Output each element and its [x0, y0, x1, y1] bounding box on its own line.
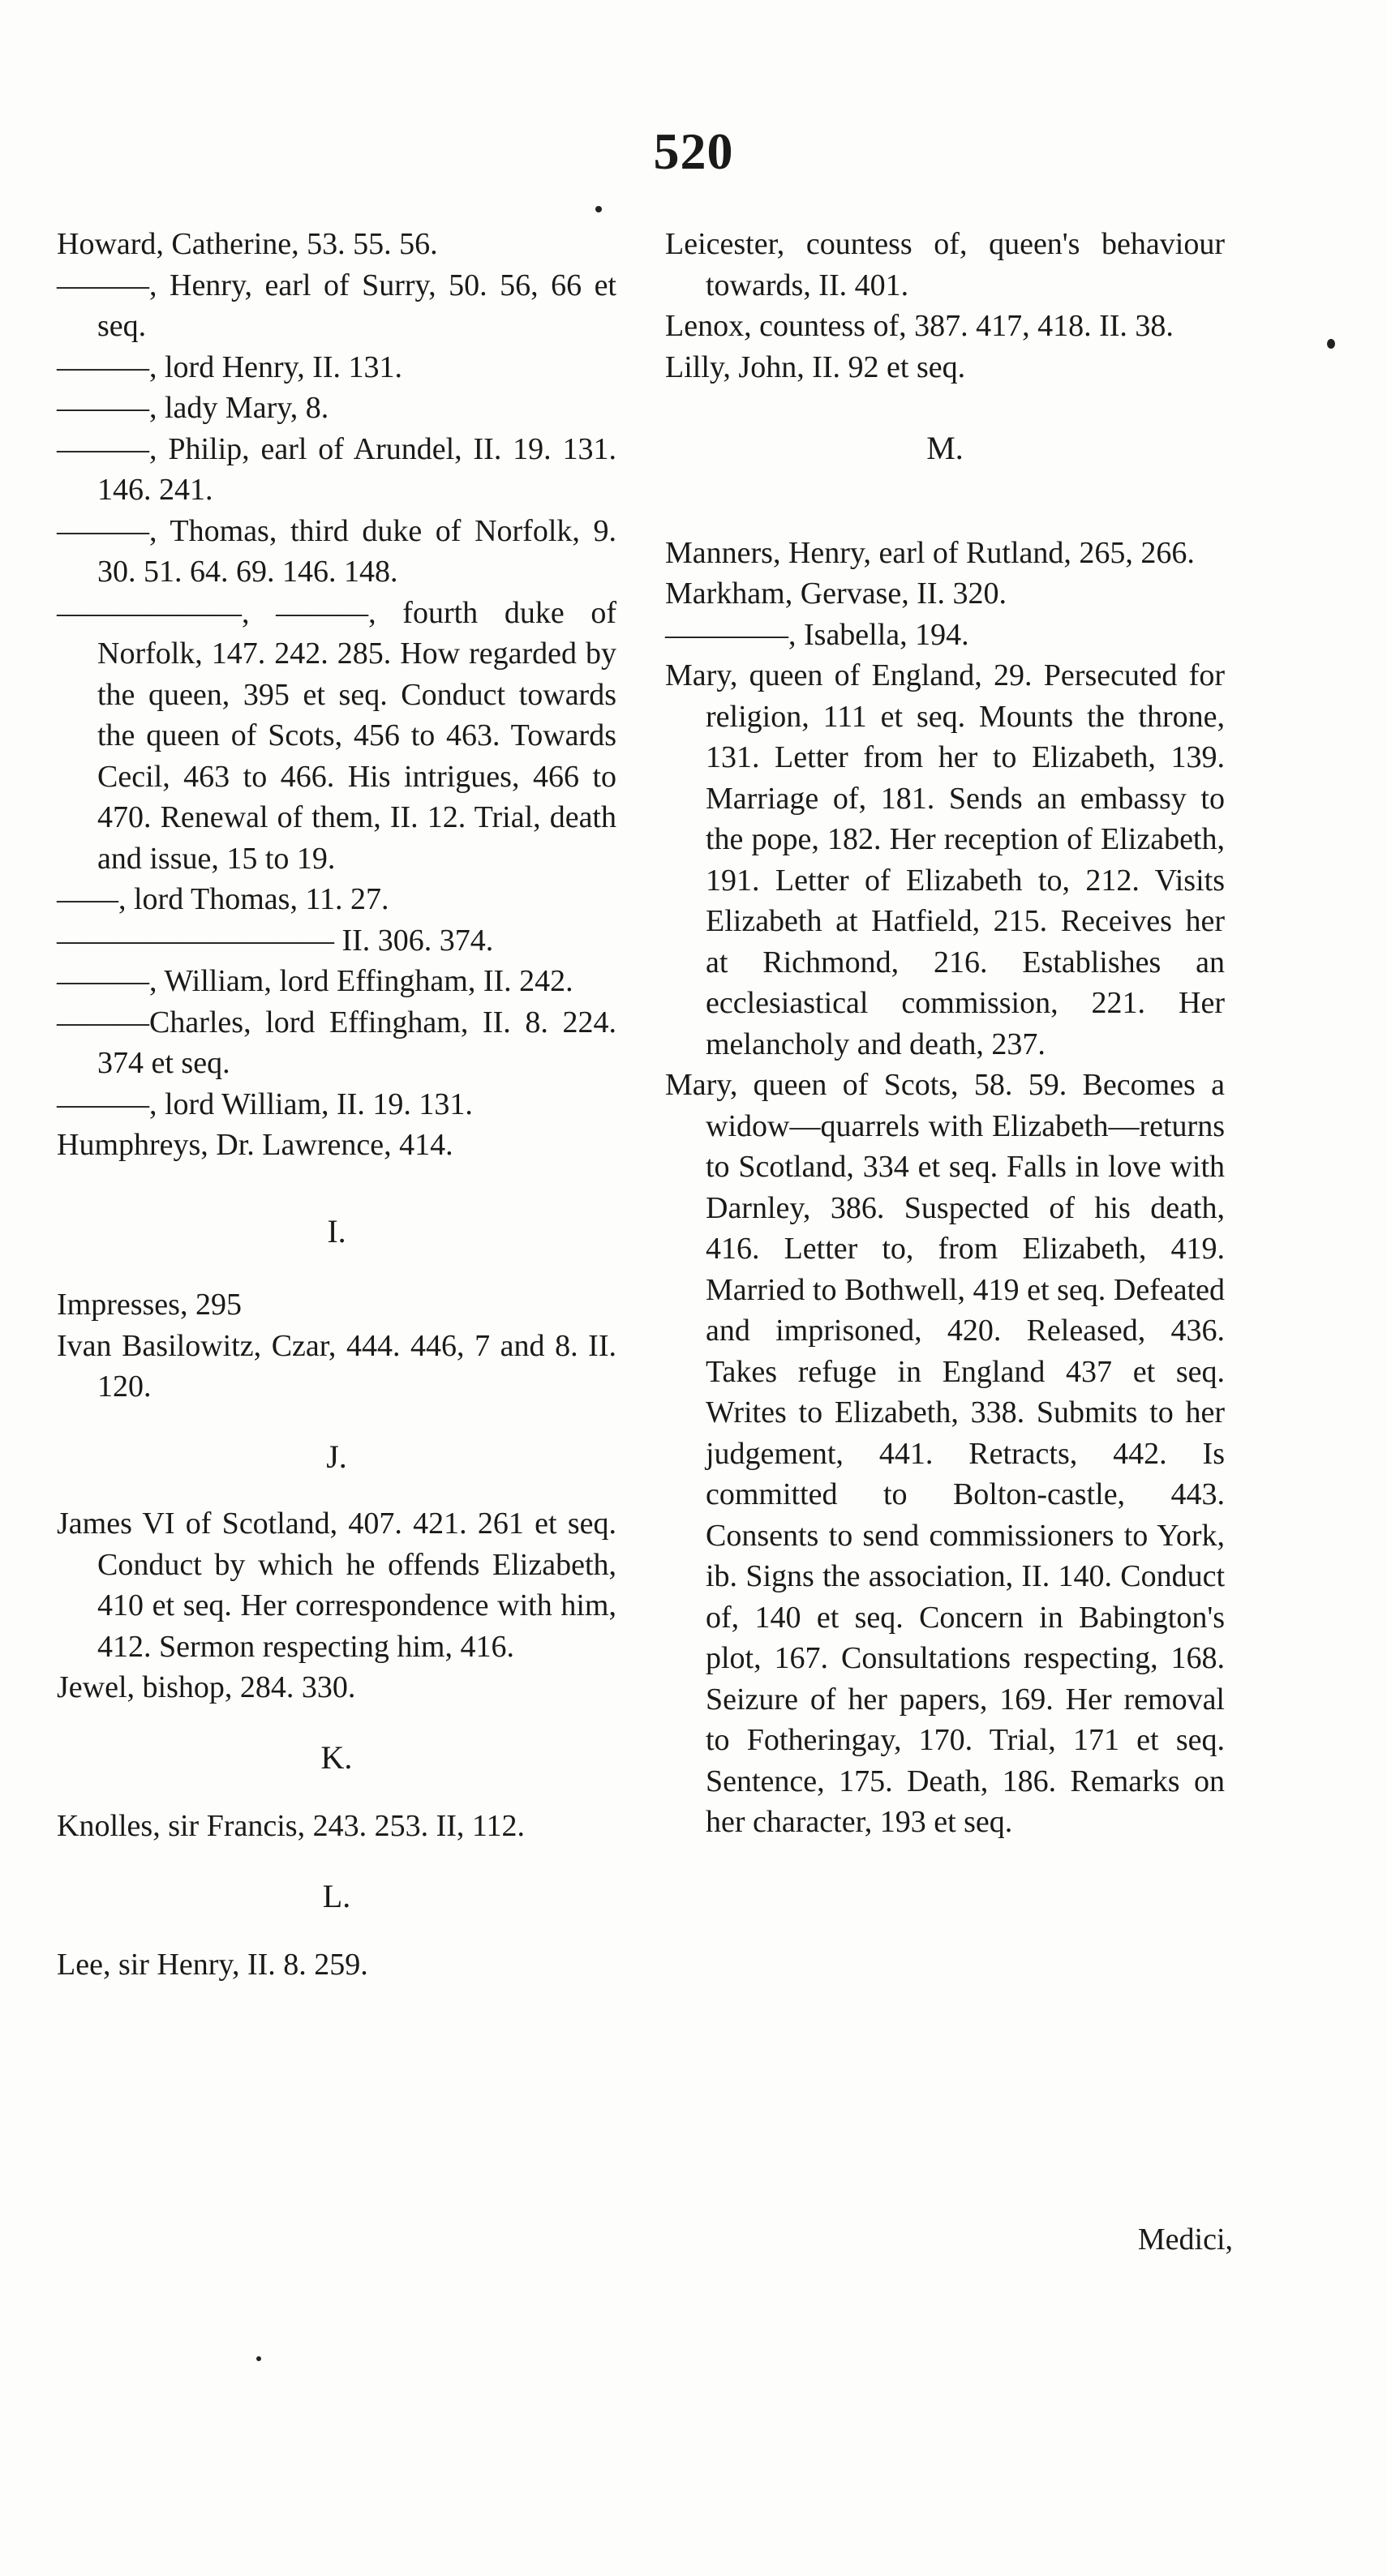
index-entry: ——————, ———, fourth duke of Norfolk, 147. 242. 285. How regarded by the queen, 395 et seq. Conduct towards the queen of Scots, 456 to 463. Towards Cecil, 463 to 466. His intrigues, 466 to 470. Renewal of them, II. 12. Trial, death and issue, 15 to 19.	[57, 595, 616, 876]
index-entry: Markham, Gervase, II. 320.	[665, 576, 1007, 611]
page-number: 520	[653, 122, 734, 180]
ink-speck	[256, 2356, 261, 2361]
ink-speck	[1327, 339, 1335, 349]
index-entry: Humphreys, Dr. Lawrence, 414.	[57, 1128, 453, 1162]
catchword: Medici,	[1137, 2222, 1233, 2257]
index-entry: Impresses, 295	[57, 1288, 242, 1322]
index-entry: ———, lord Henry, II. 131.	[57, 349, 403, 384]
index-entry: ———, lord William, II. 19. 131.	[57, 1087, 473, 1121]
index-entry: Lenox, countess of, 387. 417, 418. II. 38.	[665, 309, 1174, 343]
index-entry: Leicester, countess of, queen's behaviour towards, II. 401.	[665, 227, 1225, 302]
index-entry: Mary, queen of England, 29. Persecuted for religion, 111 et seq. Mounts the throne, 131. Letter from her to Elizabeth, 139. Marriage of, 181. Sends an embassy to the pope, 182. Her reception of Elizabeth, 191. Letter of Elizabeth to, 212. Visits Elizabeth at Hatfield, 215. Receives her at Richmond, 216. Establishes an ecclesiastical commission, 221. Her melancholy and death, 237.	[665, 658, 1225, 1061]
index-entry: ———Charles, lord Effingham, II. 8. 224. 374 et seq.	[57, 1005, 616, 1080]
index-entry: Lilly, John, II. 92 et seq.	[665, 349, 966, 384]
index-entry: Knolles, sir Francis, 243. 253. II, 112.	[57, 1809, 525, 1843]
section-letter-k: K.	[320, 1738, 353, 1776]
index-entry: ————————— II. 306. 374.	[57, 923, 494, 958]
index-entry: ———, William, lord Effingham, II. 242.	[57, 964, 573, 998]
index-entry: ———, Philip, earl of Arundel, II. 19. 131. 146. 241.	[57, 431, 616, 507]
section-letter-l: L.	[322, 1877, 351, 1914]
index-entry: Jewel, bishop, 284. 330.	[57, 1670, 356, 1704]
index-entry: ———, lady Mary, 8.	[57, 391, 329, 425]
section-letter-m: M.	[926, 430, 964, 466]
section-letter-i: I.	[327, 1212, 346, 1249]
index-entry: ——, lord Thomas, 11. 27.	[57, 882, 389, 916]
section-letter-j: J.	[326, 1438, 347, 1475]
left-column	[57, 224, 616, 1986]
right-column	[665, 224, 1225, 1843]
index-entry: ———, Henry, earl of Surry, 50. 56, 66 et seq.	[57, 268, 616, 343]
index-entry: ———, Thomas, third duke of Norfolk, 9. 30. 51. 64. 69. 146. 148.	[57, 513, 616, 589]
ink-speck	[595, 206, 602, 212]
index-entry: Lee, sir Henry, II. 8. 259.	[57, 1948, 368, 1982]
index-entry: Mary, queen of Scots, 58. 59. Becomes a widow—quarrels with Elizabeth—returns to Scotland, 334 et seq. Falls in love with Darnley, 386. Suspected of his death, 416. Letter to, from Elizabeth, 419. Married to Bothwell, 419 et seq. Defeated and imprisoned, 420. Released, 436. Takes refuge in England 437 et seq. Writes to Elizabeth, 338. Submits to her judgement, 441. Retracts, 442. Is committed to Bolton-castle, 443. Consents to send commissioners to York, ib. Signs the association, II. 140. Conduct of, 140 et seq. Concern in Babington's plot, 167. Consultations respecting, 168. Seizure of her papers, 169. Her removal to Fotheringay, 170. Trial, 171 et seq. Sentence, 175. Death, 186. Remarks on her character, 193 et seq.	[665, 1068, 1225, 1839]
index-entry: Manners, Henry, earl of Rutland, 265, 266.	[665, 535, 1195, 570]
index-entry: James VI of Scotland, 407. 421. 261 et seq. Conduct by which he offends Elizabeth, 410 et seq. Her correspondence with him, 412. Sermon respecting him, 416.	[57, 1507, 616, 1664]
index-entry: Ivan Basilowitz, Czar, 444. 446, 7 and 8. II. 120.	[57, 1328, 616, 1404]
index-entry: Howard, Catherine, 53. 55. 56.	[57, 227, 438, 261]
index-entry: ————, Isabella, 194.	[665, 617, 969, 652]
